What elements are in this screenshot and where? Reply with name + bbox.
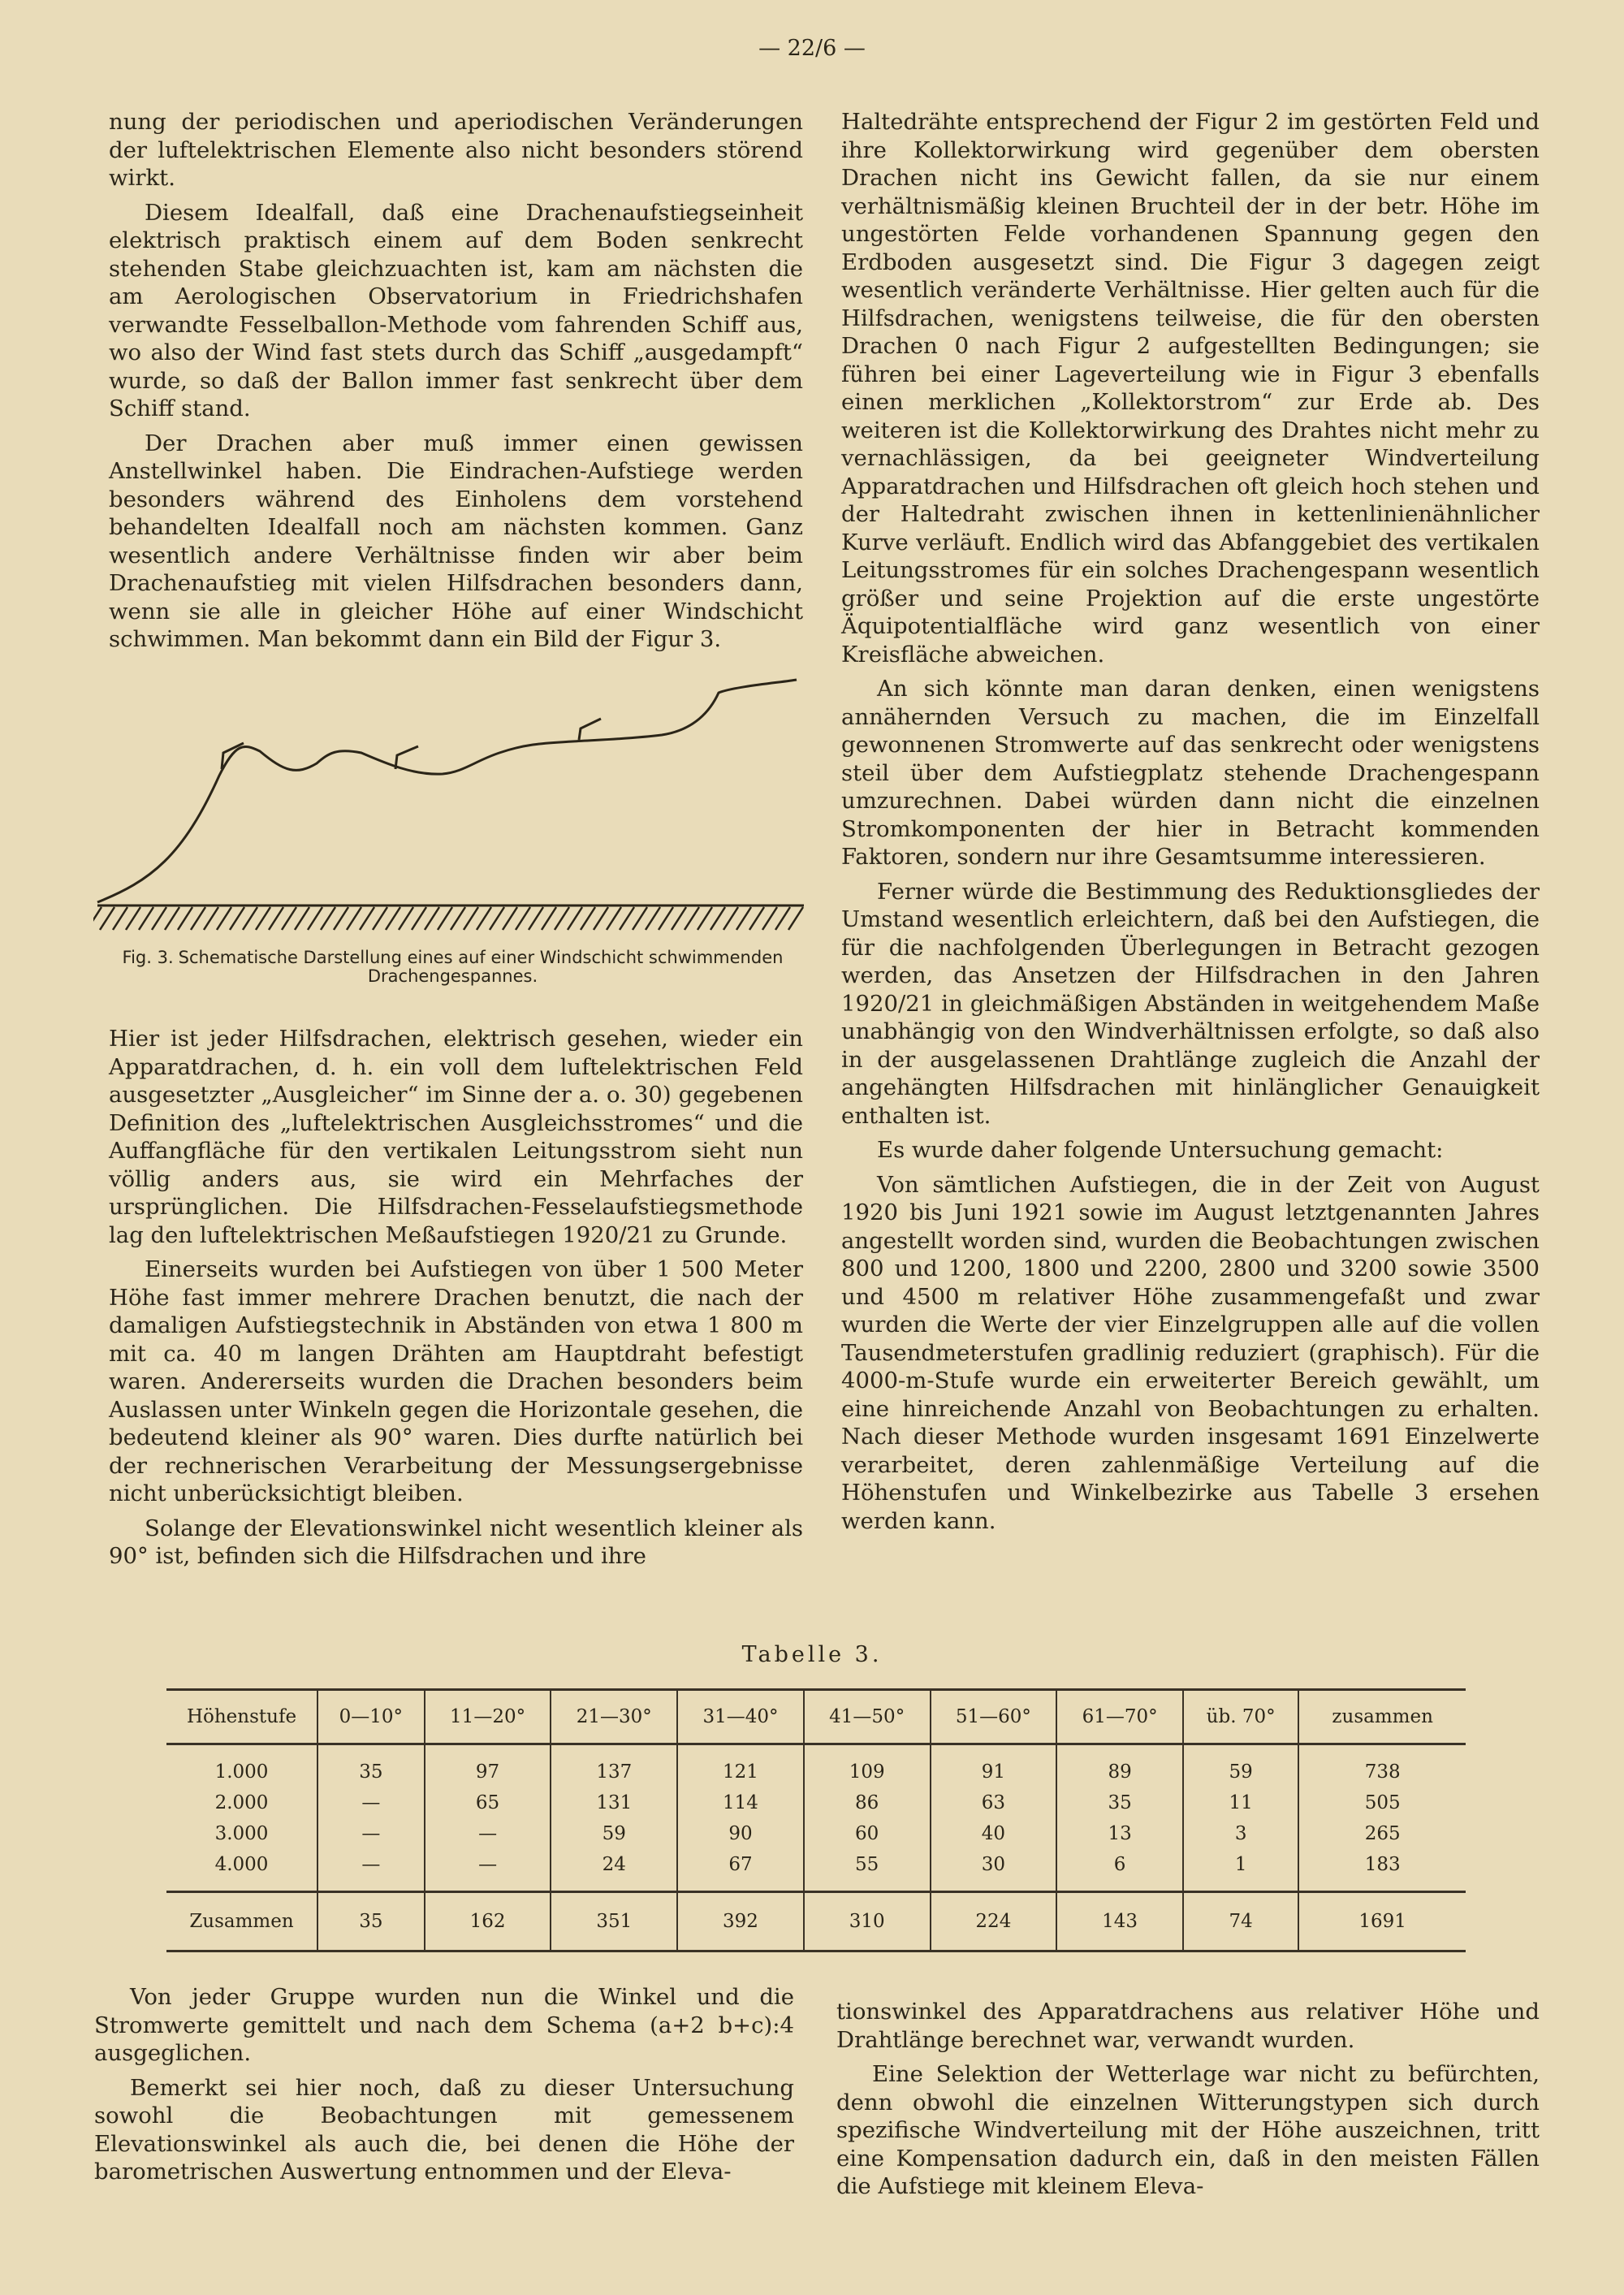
paragraph: Der Drachen aber muß immer einen gewissen Anstellwinkel haben. Die Eindrachen-Aufstiege werden besonders während des Einholens dem vorstehend behandelten Idealfall noch am nächsten kommen. Ganz wesentlich andere Verhältnisse finden wir aber beim Drachenaufstieg mit vielen Hilfsdrachen besonders dann, wenn sie alle in gleicher Höhe auf einer Windschicht schwimmen. Man bekommt dann ein Bild der Figur 3. <box>109 430 803 652</box>
table-cell: — <box>478 1823 498 1844</box>
table-column <box>1056 1744 1183 1892</box>
paragraph: Einerseits wurden bei Aufstiegen von über 1 500 Meter Höhe fast immer mehrere Drachen benutzt, die nach der damaligen Aufstiegstechnik in Abständen von etwa 1 800 m mit ca. 40 m langen Drähten am Hauptdraht befestigt waren. Andererseits wurden die Drachen besonders beim Auslassen unter Winkeln gegen die Horizontale gesehen, die bedeutend kleiner als 90° waren. Dies durfte natürlich bei der rechnerischen Verarbeitung der Messungsergebnisse nicht unberücksichtigt bleiben. <box>109 1256 803 1506</box>
hatch-line <box>464 907 478 930</box>
hatch-line <box>685 907 699 930</box>
paragraph: Diesem Idealfall, daß eine Drachenaufstiegseinheit elektrisch praktisch einem auf dem Boden senkrecht stehenden Stabe gleichzuachten ist, kam am nächsten die am Aerologischen Observatorium in Friedrichshafen verwandte Fesselballon-Methode vom fahrenden Schiff aus, wo also der Wind fast stets durch das Schiff „ausgedampft“ wurde, so daß der Ballon immer fast senkrecht über dem Schiff stand. <box>109 199 803 421</box>
table-cell: 505 <box>1364 1792 1401 1813</box>
paragraph: Haltedrähte entsprechend der Figur 2 im gestörten Feld und ihre Kollektorwirkung wird gegenüber dem obersten Drachen nicht ins Gewicht fallen, da sie nur einem verhältnismäßig kleinen Bruchteil der in der betr. Höhe im ungestörten Felde vorhandenen Spannung gegen den Erdboden ausgesetzt sind. Die Figur 3 dagegen zeigt wesentlich veränderte Verhältnisse. Hier gelten auch für die Hilfsdrachen, wenigstens teilweise, die für den obersten Drachen 0 nach Figur 2 aufgestellten Bedingungen; sie führen bei einer Lageverteilung wie in Figur 3 ebenfalls einen merklichen „Kollektorstrom“ zur Erde ab. Des weiteren ist die Kollektorwirkung des Drahtes nicht mehr zu vernachlässigen, da bei geeigneter Windverteilung Apparatdrachen und Hilfsdrachen oft gleich hoch stehen und der Haltedraht zwischen ihnen in kettenlinienähnlicher Kurve verläuft. Endlich wird das Abfanggebiet des vertikalen Leitungsstromes für ein solches Drachengespann wesentlich größer und seine Projektion auf die erste ungestörte Äquipotentialfläche wird ganz wesentlich von einer Kreisfläche abweichen. <box>841 109 1540 668</box>
table-cell: 392 <box>677 1892 804 1951</box>
hatch-line <box>347 907 361 930</box>
table-cell: — <box>361 1823 381 1844</box>
hatch-line <box>503 907 517 930</box>
hatch-line <box>646 907 660 930</box>
paragraph: Hier ist jeder Hilfsdrachen, elektrisch gesehen, wieder ein Apparatdrachen, d. h. ein voll dem luftelektrischen Feld ausgesetzter „Ausgleicher“ im Sinne der a. o. 30) gegebenen Definition des „luftelektrischen Ausgleichsstromes“ und die Auffangfläche für den vertikalen Leitungsstrom sieht nun völlig anders aus, sie wird ein Mehrfaches der ursprünglichen. Die Hilfsdrachen-Fesselaufstiegsmethode lag den luftelektrischen Meßaufstiegen 1920/21 zu Grunde. <box>109 1026 803 1248</box>
hatch-line <box>191 907 205 930</box>
hatch-line <box>775 907 790 930</box>
table-cell: 13 <box>1108 1823 1132 1844</box>
hatch-line <box>710 907 725 930</box>
table-cell: 137 <box>596 1761 633 1783</box>
hatch-line <box>178 907 192 930</box>
table-3 <box>166 1688 1466 1952</box>
table-cell: 224 <box>931 1892 1057 1951</box>
hatch-line <box>723 907 738 930</box>
table-total-row <box>166 1892 1466 1951</box>
hatch-line <box>295 907 309 930</box>
hatch-line <box>386 907 400 930</box>
table-column <box>1183 1744 1298 1892</box>
hatch-line <box>321 907 335 930</box>
table-header-cell: 61—70° <box>1056 1690 1183 1744</box>
table-header-cell: 51—60° <box>931 1690 1057 1744</box>
hatch-line <box>425 907 439 930</box>
kite-2 <box>395 746 418 769</box>
table-cell: 59 <box>1229 1761 1253 1783</box>
paragraph: An sich könnte man daran denken, einen wenigstens annähernden Versuch zu machen, die im Einzelfall gewonnenen Stromwerte auf das senkrecht oder wenigstens steil über dem Aufstiegplatz stehende Drachengespann umzurechnen. Dabei würden dann nicht die einzelnen Stromkomponenten der hier in Betracht kommenden Faktoren, sondern nur ihre Gesamtsumme interessieren. <box>841 676 1540 870</box>
hatch-line <box>490 907 504 930</box>
table-cell: 67 <box>728 1854 753 1875</box>
table-header-cell: 31—40° <box>677 1690 804 1744</box>
table-cell: 74 <box>1183 1892 1298 1951</box>
paragraph: nung der periodischen und aperiodischen Veränderungen der luftelektrischen Elemente also nicht besonders störend wirkt. <box>109 109 803 191</box>
table-cell: 121 <box>723 1761 758 1783</box>
table-column <box>317 1744 425 1892</box>
table-header-cell: 41—50° <box>804 1690 931 1744</box>
hatch-line <box>698 907 712 930</box>
hatch-line <box>607 907 621 930</box>
table-cell: 30 <box>981 1854 1006 1875</box>
table-cell: Zusammen <box>166 1892 317 1951</box>
hatch-line <box>152 907 166 930</box>
hatch-line <box>633 907 647 930</box>
hatch-line <box>204 907 218 930</box>
table-body-row <box>166 1744 1466 1892</box>
table-cell: — <box>361 1854 381 1875</box>
table-cell: 35 <box>317 1892 425 1951</box>
hatch-line <box>217 907 231 930</box>
hatch-line <box>282 907 296 930</box>
table-cell: 6 <box>1113 1854 1126 1875</box>
table-header-cell: üb. 70° <box>1183 1690 1298 1744</box>
hatch-line <box>542 907 556 930</box>
hatch-line <box>100 907 114 930</box>
hatch-line <box>594 907 608 930</box>
table-header-cell: 11—20° <box>425 1690 551 1744</box>
table-title: Tabelle 3. <box>741 1642 883 1667</box>
table-cell: 24 <box>602 1854 626 1875</box>
left-column-bottom <box>94 1983 794 2186</box>
table-cell: 351 <box>551 1892 677 1951</box>
left-column-upper <box>109 108 803 654</box>
figure-3 <box>93 662 808 938</box>
hatch-line <box>672 907 686 930</box>
table-cell: 2.000 <box>214 1792 269 1813</box>
hatch-line <box>360 907 374 930</box>
table-cell: 183 <box>1364 1854 1401 1875</box>
hatch-line <box>620 907 634 930</box>
hatch-line <box>529 907 543 930</box>
kite-train-diagram <box>93 662 808 938</box>
table-header-cell: 0—10° <box>317 1690 425 1744</box>
left-column-lower <box>109 1025 803 1571</box>
hatch-line <box>412 907 426 930</box>
table-cell: 265 <box>1364 1823 1401 1844</box>
table-cell: 35 <box>1108 1792 1132 1813</box>
hatch-line <box>451 907 465 930</box>
hatch-line <box>581 907 595 930</box>
table-cell: 114 <box>723 1792 758 1813</box>
hatch-line <box>762 907 777 930</box>
figure-label: Fig. 3. <box>122 948 174 967</box>
hatch-line <box>139 907 153 930</box>
hatch-line <box>165 907 179 930</box>
tether-wire <box>97 680 797 902</box>
hatch-line <box>438 907 452 930</box>
table-cell: 97 <box>475 1761 500 1783</box>
paragraph: Von sämtlichen Aufstiegen, die in der Zeit von August 1920 bis Juni 1921 sowie im August letztgenannten Jahres angestellt worden sind, wurden die Beobachtungen zwischen 800 und 1200, 1800 und 2200, 2800 und 3200 sowie 3500 und 4500 m relativer Höhe zusammengefaßt und zwar wurden die Werte der vier Einzelgruppen alle auf die vollen Tausendmeterstufen gradlinig reduziert (graphisch). Für die 4000-m-Stufe wurde ein erweiterter Bereich gewählt, um eine hinreichende Anzahl von Beobachtungen zu erhalten. Nach dieser Methode wurden insgesamt 1691 Einzelwerte verarbeitet, deren zahlenmäßige Verteilung auf die Höhenstufen und Winkelbezirke aus Tabelle 3 ersehen werden kann. <box>841 1171 1540 1534</box>
table-cell: 738 <box>1364 1761 1401 1783</box>
table-cell: 1 <box>1234 1854 1247 1875</box>
table-cell: 1.000 <box>214 1761 269 1783</box>
table-cell: 65 <box>475 1792 500 1813</box>
table-header-cell: zusammen <box>1298 1690 1466 1744</box>
hatch-line <box>749 907 764 930</box>
hatch-line <box>373 907 387 930</box>
hatch-line <box>568 907 582 930</box>
table-cell: 55 <box>855 1854 879 1875</box>
hatch-line <box>269 907 283 930</box>
hatch-line <box>399 907 413 930</box>
hatch-line <box>113 907 127 930</box>
paragraph: Ferner würde die Bestimmung des Reduktionsgliedes der Umstand wesentlich erleichtern, daß bei den Aufstiegen, die für die nachfolgenden Überlegungen in Betracht gezogen werden, das Ansetzen der Hilfsdrachen in den Jahren 1920/21 in gleichmäßigen Abständen in weitgehendem Maße unabhängig von den Windverhältnissen erfolgte, so daß also in der ausgelassenen Drahtlänge zugleich die Anzahl der angehängten Hilfsdrachen mit hinlänglicher Genauigkeit enthalten ist. <box>841 878 1540 1129</box>
table-cell: — <box>478 1854 498 1875</box>
table-cell: 162 <box>425 1892 551 1951</box>
table-cell: 91 <box>981 1761 1006 1783</box>
paragraph: Eine Selektion der Wetterlage war nicht zu befürchten, denn obwohl die einzelnen Witterungstypen sich durch spezifische Windverteilung mit der Höhe auszeichnen, tritt eine Kompensation dadurch ein, daß in den meisten Fällen die Aufstiege mit kleinem Eleva- <box>836 2061 1540 2199</box>
table-cell: 63 <box>981 1792 1006 1813</box>
hatch-line <box>659 907 673 930</box>
table-header-row <box>166 1690 1466 1744</box>
hatch-line <box>516 907 530 930</box>
hatch-line <box>256 907 270 930</box>
table-cell: 60 <box>855 1823 879 1844</box>
paragraph: Von jeder Gruppe wurden nun die Winkel und die Stromwerte gemittelt und nach dem Schema (a+2 b+c):4 ausgeglichen. <box>94 1984 794 2066</box>
hatch-line <box>230 907 244 930</box>
table-cell: 90 <box>728 1823 753 1844</box>
table-column <box>931 1744 1057 1892</box>
table-column-total <box>1298 1744 1466 1892</box>
hatch-line <box>334 907 348 930</box>
table-cell: 1691 <box>1298 1892 1466 1951</box>
table-column <box>804 1744 931 1892</box>
kite-3 <box>579 719 601 740</box>
table-cell: 131 <box>596 1792 633 1813</box>
hatch-line <box>477 907 491 930</box>
table-cell: 89 <box>1108 1761 1132 1783</box>
figure-caption <box>106 949 800 986</box>
paragraph: Es wurde daher folgende Untersuchung gemacht: <box>877 1137 1444 1163</box>
table-column <box>677 1744 804 1892</box>
right-column-bottom <box>836 1998 1540 2201</box>
table-cell: 3.000 <box>214 1823 269 1844</box>
hatch-line <box>555 907 569 930</box>
paragraph: Solange der Elevationswinkel nicht wesentlich kleiner als 90° ist, befinden sich die Hilfsdrachen und ihre <box>109 1515 803 1569</box>
hatch-line <box>736 907 751 930</box>
page-number: — 22/6 — <box>758 36 866 61</box>
table-cell: 109 <box>849 1761 885 1783</box>
paragraph: tionswinkel des Apparatdrachens aus relativer Höhe und Drahtlänge berechnet war, verwandt wurden. <box>836 1999 1540 2053</box>
table-cell: 11 <box>1229 1792 1253 1813</box>
table-cell: 3 <box>1234 1823 1247 1844</box>
table-column-height <box>166 1744 317 1892</box>
paragraph: Bemerkt sei hier noch, daß zu dieser Untersuchung sowohl die Beobachtungen mit gemessenem Elevationswinkel als auch die, bei denen die Höhe der barometrischen Auswertung entnommen und der Eleva- <box>94 2074 794 2185</box>
hatch-line <box>788 907 803 930</box>
table-header-cell: Höhenstufe <box>166 1690 317 1744</box>
hatch-line <box>243 907 257 930</box>
table-cell: — <box>361 1792 381 1813</box>
table-column <box>425 1744 551 1892</box>
right-column <box>841 108 1540 1535</box>
hatch-line <box>93 907 102 930</box>
table-cell: 40 <box>981 1823 1006 1844</box>
caption-text: Schematische Darstellung eines auf einer Windschicht schwimmenden Drachengespannes. <box>178 948 784 986</box>
table-header-cell: 21—30° <box>551 1690 677 1744</box>
table-cell: 310 <box>804 1892 931 1951</box>
table-cell: 86 <box>855 1792 879 1813</box>
hatch-line <box>308 907 322 930</box>
ground-hatching <box>93 907 803 930</box>
hatch-line <box>126 907 140 930</box>
table-cell: 4.000 <box>214 1854 269 1875</box>
table-cell: 35 <box>359 1761 383 1783</box>
table-column <box>551 1744 677 1892</box>
table-cell: 143 <box>1056 1892 1183 1951</box>
table-cell: 59 <box>602 1823 626 1844</box>
